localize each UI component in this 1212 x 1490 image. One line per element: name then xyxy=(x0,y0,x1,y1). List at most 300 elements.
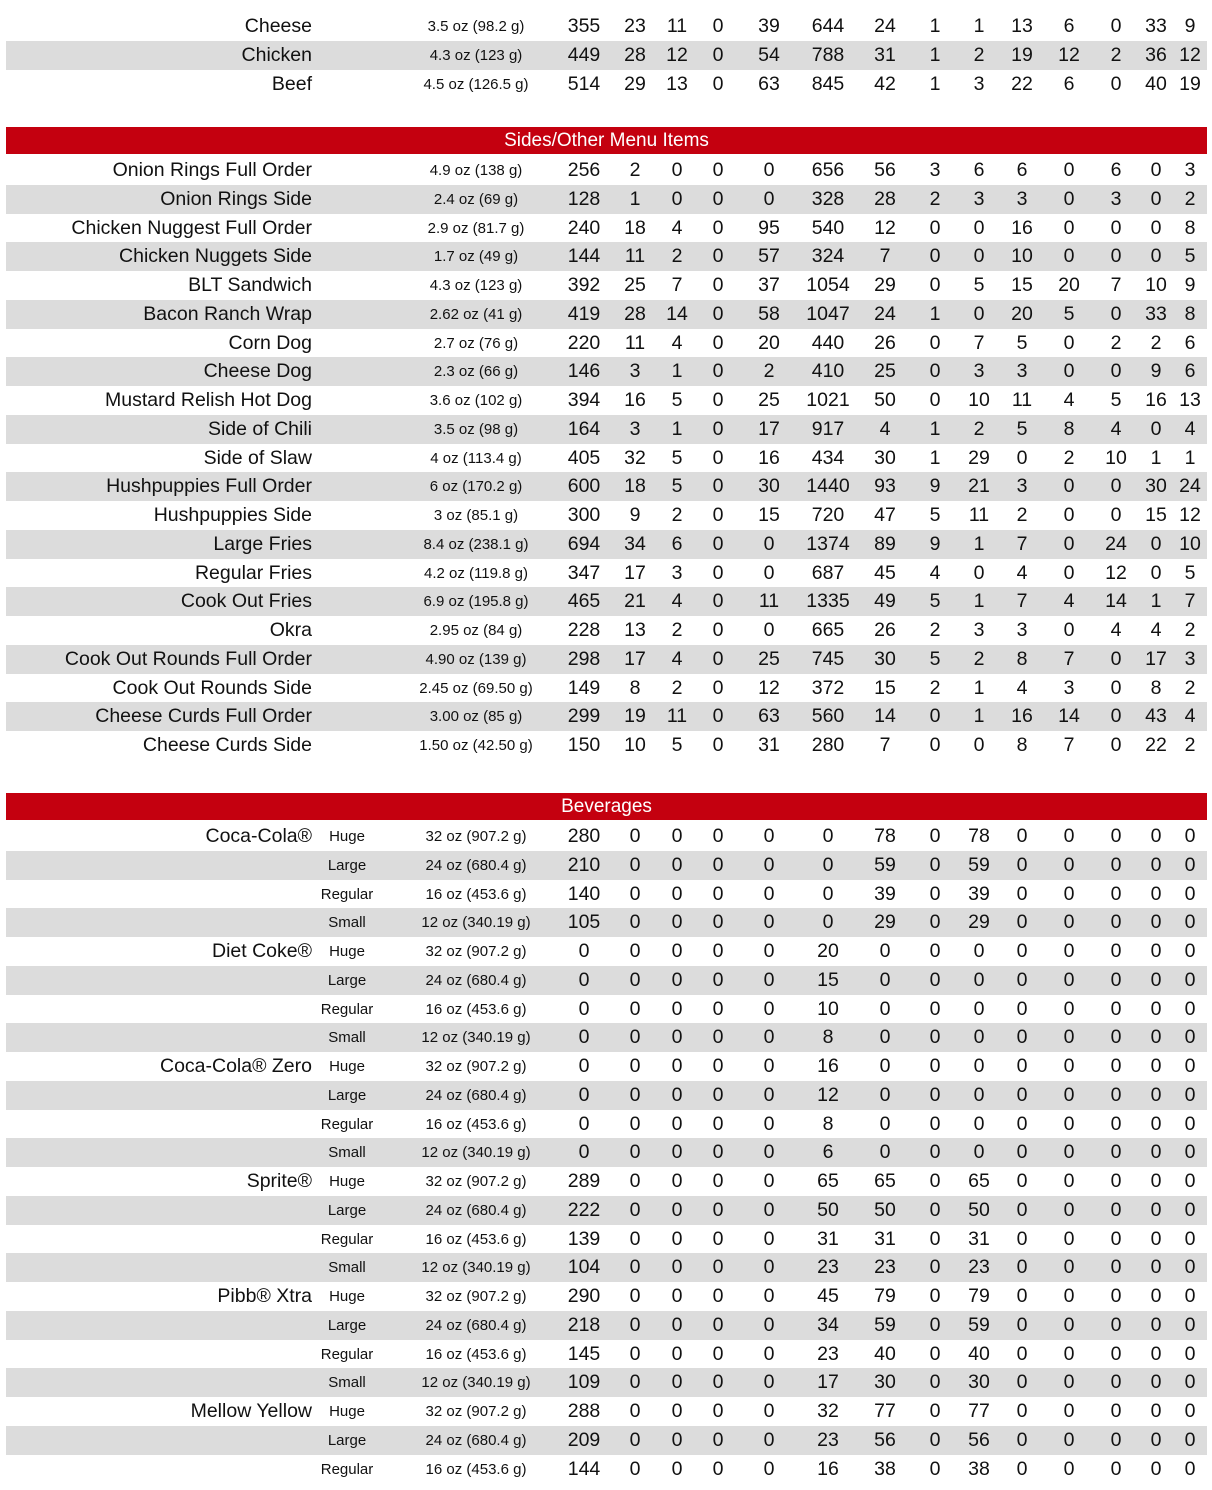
value-vit_c: 2 xyxy=(1110,332,1122,354)
value-trans_fat: 0 xyxy=(712,1228,724,1250)
value-sugars: 50 xyxy=(968,1199,990,1221)
table-row xyxy=(6,70,1207,99)
value-fat_cal: 11 xyxy=(624,245,646,267)
value-trans_fat: 0 xyxy=(712,159,724,181)
serving-size: 32 oz (907.2 g) xyxy=(425,1058,527,1075)
value-iron: 2 xyxy=(1184,734,1196,756)
value-sodium: 1021 xyxy=(806,389,850,411)
value-protein: 3 xyxy=(1016,475,1028,497)
value-fat_cal: 28 xyxy=(624,44,646,66)
item-size: Regular xyxy=(320,1001,374,1018)
value-protein: 0 xyxy=(1016,1343,1028,1365)
value-sodium: 845 xyxy=(811,73,845,95)
item-size: Regular xyxy=(320,886,374,903)
value-fiber: 0 xyxy=(929,1113,941,1135)
value-vit_c: 0 xyxy=(1110,1113,1122,1135)
value-total_fat: 0 xyxy=(671,1055,683,1077)
serving-size: 6 oz (170.2 g) xyxy=(429,478,523,495)
value-calories: 0 xyxy=(578,1141,590,1163)
value-iron: 0 xyxy=(1184,1084,1196,1106)
value-cholesterol: 0 xyxy=(763,940,775,962)
value-cholesterol: 63 xyxy=(758,73,780,95)
section-header xyxy=(6,127,1207,154)
value-total_fat: 4 xyxy=(671,332,683,354)
value-calories: 0 xyxy=(578,1113,590,1135)
value-sodium: 50 xyxy=(817,1199,839,1221)
table-row xyxy=(6,214,1207,243)
value-protein: 0 xyxy=(1016,940,1028,962)
value-vit_a: 0 xyxy=(1063,998,1075,1020)
value-fiber: 5 xyxy=(929,590,941,612)
value-sodium: 788 xyxy=(811,44,845,66)
value-trans_fat: 0 xyxy=(712,883,724,905)
value-cholesterol: 0 xyxy=(763,883,775,905)
value-sugars: 3 xyxy=(973,619,985,641)
item-size: Small xyxy=(328,1374,366,1391)
value-iron: 4 xyxy=(1184,705,1196,727)
value-vit_c: 0 xyxy=(1110,911,1122,933)
value-cholesterol: 30 xyxy=(758,475,780,497)
value-iron: 5 xyxy=(1184,245,1196,267)
value-vit_c: 0 xyxy=(1110,1429,1122,1451)
value-fat_cal: 0 xyxy=(629,1314,641,1336)
table-row xyxy=(6,185,1207,214)
value-vit_a: 6 xyxy=(1063,73,1075,95)
value-fat_cal: 18 xyxy=(624,475,646,497)
value-protein: 0 xyxy=(1016,825,1028,847)
item-size: Large xyxy=(327,972,367,989)
value-sodium: 687 xyxy=(811,562,845,584)
value-iron: 2 xyxy=(1184,619,1196,641)
item-size: Regular xyxy=(320,1231,374,1248)
value-sugars: 2 xyxy=(973,44,985,66)
item-name: Mustard Relish Hot Dog xyxy=(105,389,312,411)
value-sugars: 0 xyxy=(973,1141,985,1163)
value-fat_cal: 1 xyxy=(629,188,641,210)
value-carbs: 0 xyxy=(879,940,891,962)
value-vit_c: 4 xyxy=(1110,418,1122,440)
value-cholesterol: 0 xyxy=(763,1199,775,1221)
value-vit_a: 8 xyxy=(1063,418,1075,440)
value-sugars: 0 xyxy=(973,303,985,325)
value-sodium: 410 xyxy=(811,360,845,382)
value-vit_a: 2 xyxy=(1063,447,1075,469)
item-name: Okra xyxy=(269,619,312,641)
table-row xyxy=(6,702,1207,731)
value-iron: 0 xyxy=(1184,1170,1196,1192)
value-calories: 164 xyxy=(567,418,601,440)
value-protein: 15 xyxy=(1011,274,1033,296)
value-vit_c: 0 xyxy=(1110,303,1122,325)
value-protein: 0 xyxy=(1016,1170,1028,1192)
table-row xyxy=(6,880,1207,909)
value-vit_a: 0 xyxy=(1063,159,1075,181)
value-vit_c: 0 xyxy=(1110,1400,1122,1422)
value-sugars: 31 xyxy=(968,1228,990,1250)
value-fat_cal: 0 xyxy=(629,1458,641,1480)
value-fiber: 0 xyxy=(929,705,941,727)
table-row xyxy=(6,995,1207,1024)
item-name: Bacon Ranch Wrap xyxy=(143,303,312,325)
value-fat_cal: 0 xyxy=(629,940,641,962)
value-protein: 0 xyxy=(1016,1458,1028,1480)
value-sodium: 1054 xyxy=(806,274,850,296)
value-calories: 449 xyxy=(567,44,601,66)
value-sodium: 8 xyxy=(822,1113,834,1135)
value-vit_a: 7 xyxy=(1063,734,1075,756)
value-cholesterol: 0 xyxy=(763,1113,775,1135)
value-vit_a: 0 xyxy=(1063,475,1075,497)
value-sugars: 0 xyxy=(973,1084,985,1106)
value-total_fat: 0 xyxy=(671,1343,683,1365)
item-size: Large xyxy=(327,1087,367,1104)
item-size: Small xyxy=(328,1029,366,1046)
value-vit_a: 0 xyxy=(1063,1458,1075,1480)
value-calcium: 10 xyxy=(1145,274,1167,296)
value-fat_cal: 0 xyxy=(629,1228,641,1250)
value-vit_a: 0 xyxy=(1063,1141,1075,1163)
value-fiber: 2 xyxy=(929,677,941,699)
value-protein: 4 xyxy=(1016,562,1028,584)
value-cholesterol: 0 xyxy=(763,1458,775,1480)
value-protein: 13 xyxy=(1011,15,1033,37)
value-sodium: 6 xyxy=(822,1141,834,1163)
value-iron: 24 xyxy=(1179,475,1201,497)
value-calcium: 33 xyxy=(1145,303,1167,325)
value-vit_a: 0 xyxy=(1063,188,1075,210)
value-carbs: 25 xyxy=(874,360,896,382)
value-iron: 0 xyxy=(1184,1429,1196,1451)
value-cholesterol: 17 xyxy=(758,418,780,440)
value-trans_fat: 0 xyxy=(712,1170,724,1192)
value-vit_a: 0 xyxy=(1063,1170,1075,1192)
item-name: Large Fries xyxy=(213,533,312,555)
value-protein: 0 xyxy=(1016,1285,1028,1307)
value-iron: 0 xyxy=(1184,1285,1196,1307)
item-size: Large xyxy=(327,1432,367,1449)
serving-size: 32 oz (907.2 g) xyxy=(425,1403,527,1420)
value-fat_cal: 8 xyxy=(629,677,641,699)
table-row xyxy=(6,1340,1207,1369)
value-total_fat: 2 xyxy=(671,504,683,526)
item-size: Huge xyxy=(329,1173,365,1190)
value-calcium: 0 xyxy=(1150,188,1162,210)
value-calories: 209 xyxy=(567,1429,601,1451)
serving-size: 4.2 oz (119.8 g) xyxy=(424,565,528,582)
serving-size: 24 oz (680.4 g) xyxy=(425,1202,527,1219)
value-vit_c: 0 xyxy=(1110,940,1122,962)
item-size: Huge xyxy=(329,943,365,960)
value-fat_cal: 32 xyxy=(624,447,646,469)
value-calcium: 1 xyxy=(1150,447,1162,469)
value-sodium: 280 xyxy=(811,734,845,756)
value-vit_a: 0 xyxy=(1063,1371,1075,1393)
value-sodium: 12 xyxy=(817,1084,839,1106)
value-carbs: 24 xyxy=(874,15,896,37)
value-cholesterol: 95 xyxy=(758,217,780,239)
value-iron: 0 xyxy=(1184,998,1196,1020)
value-trans_fat: 0 xyxy=(712,590,724,612)
value-carbs: 89 xyxy=(874,533,896,555)
item-name: Corn Dog xyxy=(228,332,312,354)
value-vit_a: 0 xyxy=(1063,883,1075,905)
serving-size: 4.90 oz (139 g) xyxy=(425,651,527,668)
value-total_fat: 0 xyxy=(671,1256,683,1278)
value-sugars: 29 xyxy=(968,447,990,469)
serving-size: 4.5 oz (126.5 g) xyxy=(423,76,529,93)
item-size: Small xyxy=(328,1259,366,1276)
value-carbs: 7 xyxy=(879,245,891,267)
value-fat_cal: 0 xyxy=(629,998,641,1020)
value-total_fat: 0 xyxy=(671,940,683,962)
serving-size: 16 oz (453.6 g) xyxy=(425,886,527,903)
value-cholesterol: 0 xyxy=(763,1084,775,1106)
value-cholesterol: 37 xyxy=(758,274,780,296)
value-cholesterol: 20 xyxy=(758,332,780,354)
value-vit_c: 0 xyxy=(1110,1170,1122,1192)
value-sodium: 32 xyxy=(817,1400,839,1422)
value-trans_fat: 0 xyxy=(712,533,724,555)
value-vit_a: 0 xyxy=(1063,854,1075,876)
value-vit_a: 7 xyxy=(1063,648,1075,670)
table-row xyxy=(6,242,1207,271)
value-calcium: 0 xyxy=(1150,911,1162,933)
value-sugars: 3 xyxy=(973,188,985,210)
value-sodium: 560 xyxy=(811,705,845,727)
value-iron: 0 xyxy=(1184,1228,1196,1250)
item-size: Small xyxy=(328,1144,366,1161)
value-total_fat: 0 xyxy=(671,854,683,876)
value-vit_a: 0 xyxy=(1063,940,1075,962)
value-vit_a: 0 xyxy=(1063,1400,1075,1422)
value-fat_cal: 18 xyxy=(624,217,646,239)
value-vit_a: 0 xyxy=(1063,332,1075,354)
value-protein: 3 xyxy=(1016,188,1028,210)
value-total_fat: 12 xyxy=(666,44,688,66)
value-calories: 0 xyxy=(578,1084,590,1106)
value-sodium: 1374 xyxy=(806,533,850,555)
value-trans_fat: 0 xyxy=(712,998,724,1020)
value-cholesterol: 0 xyxy=(763,998,775,1020)
value-cholesterol: 0 xyxy=(763,533,775,555)
value-sugars: 79 xyxy=(968,1285,990,1307)
value-carbs: 65 xyxy=(874,1170,896,1192)
value-vit_a: 20 xyxy=(1058,274,1080,296)
value-calcium: 15 xyxy=(1145,504,1167,526)
serving-size: 16 oz (453.6 g) xyxy=(425,1346,527,1363)
value-vit_a: 0 xyxy=(1063,1256,1075,1278)
item-size: Huge xyxy=(329,828,365,845)
value-fat_cal: 0 xyxy=(629,1170,641,1192)
value-carbs: 0 xyxy=(879,1026,891,1048)
value-vit_a: 0 xyxy=(1063,911,1075,933)
value-protein: 0 xyxy=(1016,1199,1028,1221)
value-fiber: 0 xyxy=(929,1084,941,1106)
serving-size: 32 oz (907.2 g) xyxy=(425,828,527,845)
value-calcium: 0 xyxy=(1150,1314,1162,1336)
value-fiber: 0 xyxy=(929,217,941,239)
serving-size: 16 oz (453.6 g) xyxy=(425,1116,527,1133)
value-fiber: 9 xyxy=(929,533,941,555)
value-vit_c: 2 xyxy=(1110,44,1122,66)
item-name: Coca-Cola® xyxy=(205,825,312,847)
value-trans_fat: 0 xyxy=(712,911,724,933)
value-carbs: 42 xyxy=(874,73,896,95)
value-sugars: 11 xyxy=(968,504,990,526)
item-name: Coca-Cola® Zero xyxy=(159,1055,312,1077)
value-trans_fat: 0 xyxy=(712,1371,724,1393)
value-fat_cal: 0 xyxy=(629,911,641,933)
value-total_fat: 0 xyxy=(671,1285,683,1307)
value-fiber: 1 xyxy=(929,15,941,37)
value-sodium: 45 xyxy=(817,1285,839,1307)
value-calcium: 9 xyxy=(1150,360,1162,382)
value-vit_c: 3 xyxy=(1110,188,1122,210)
value-vit_c: 0 xyxy=(1110,73,1122,95)
table-row xyxy=(6,41,1207,70)
value-vit_c: 0 xyxy=(1110,1084,1122,1106)
value-vit_a: 0 xyxy=(1063,969,1075,991)
serving-size: 32 oz (907.2 g) xyxy=(425,1288,527,1305)
value-calories: 220 xyxy=(567,332,601,354)
value-fat_cal: 28 xyxy=(624,303,646,325)
value-calories: 105 xyxy=(567,911,601,933)
value-sugars: 3 xyxy=(973,73,985,95)
item-name: Hushpuppies Side xyxy=(153,504,312,526)
value-trans_fat: 0 xyxy=(712,734,724,756)
value-carbs: 0 xyxy=(879,1084,891,1106)
value-vit_c: 0 xyxy=(1110,734,1122,756)
value-calcium: 8 xyxy=(1150,677,1162,699)
serving-size: 32 oz (907.2 g) xyxy=(425,1173,527,1190)
value-protein: 11 xyxy=(1011,389,1033,411)
value-carbs: 24 xyxy=(874,303,896,325)
value-calories: 405 xyxy=(567,447,601,469)
value-vit_c: 0 xyxy=(1110,1285,1122,1307)
value-vit_c: 12 xyxy=(1105,562,1127,584)
value-carbs: 49 xyxy=(874,590,896,612)
value-carbs: 56 xyxy=(874,159,896,181)
value-total_fat: 14 xyxy=(666,303,688,325)
value-fat_cal: 0 xyxy=(629,1429,641,1451)
value-fiber: 0 xyxy=(929,332,941,354)
table-row xyxy=(6,12,1207,41)
value-trans_fat: 0 xyxy=(712,1256,724,1278)
value-sugars: 7 xyxy=(973,332,985,354)
value-calcium: 0 xyxy=(1150,217,1162,239)
value-sugars: 65 xyxy=(968,1170,990,1192)
value-calories: 300 xyxy=(567,504,601,526)
value-calories: 139 xyxy=(567,1228,601,1250)
value-sodium: 16 xyxy=(817,1458,839,1480)
value-total_fat: 0 xyxy=(671,1371,683,1393)
value-sodium: 65 xyxy=(817,1170,839,1192)
value-trans_fat: 0 xyxy=(712,648,724,670)
value-fiber: 0 xyxy=(929,1228,941,1250)
value-cholesterol: 0 xyxy=(763,562,775,584)
value-sugars: 0 xyxy=(973,734,985,756)
value-calories: 299 xyxy=(567,705,601,727)
table-row xyxy=(6,1167,1207,1196)
table-row xyxy=(6,559,1207,588)
value-iron: 13 xyxy=(1179,389,1201,411)
value-carbs: 4 xyxy=(879,418,891,440)
value-carbs: 12 xyxy=(874,217,896,239)
value-trans_fat: 0 xyxy=(712,217,724,239)
value-iron: 3 xyxy=(1184,648,1196,670)
value-cholesterol: 63 xyxy=(758,705,780,727)
value-fiber: 1 xyxy=(929,418,941,440)
value-trans_fat: 0 xyxy=(712,940,724,962)
value-calories: 210 xyxy=(567,854,601,876)
value-cholesterol: 58 xyxy=(758,303,780,325)
value-fat_cal: 3 xyxy=(629,418,641,440)
value-protein: 5 xyxy=(1016,418,1028,440)
value-vit_a: 0 xyxy=(1063,1314,1075,1336)
value-carbs: 47 xyxy=(874,504,896,526)
value-carbs: 28 xyxy=(874,188,896,210)
table-row xyxy=(6,822,1207,851)
serving-size: 12 oz (340.19 g) xyxy=(421,1259,531,1276)
value-sodium: 10 xyxy=(817,998,839,1020)
value-calories: 355 xyxy=(567,15,601,37)
value-fat_cal: 17 xyxy=(624,648,646,670)
value-calories: 228 xyxy=(567,619,601,641)
value-cholesterol: 0 xyxy=(763,1141,775,1163)
serving-size: 2.3 oz (66 g) xyxy=(433,363,519,380)
value-sodium: 34 xyxy=(817,1314,839,1336)
value-calories: 145 xyxy=(567,1343,601,1365)
value-fiber: 3 xyxy=(929,159,941,181)
value-vit_a: 14 xyxy=(1058,705,1080,727)
value-total_fat: 2 xyxy=(671,677,683,699)
value-fat_cal: 0 xyxy=(629,1026,641,1048)
value-carbs: 38 xyxy=(874,1458,896,1480)
value-trans_fat: 0 xyxy=(712,705,724,727)
value-sugars: 0 xyxy=(973,1026,985,1048)
value-calcium: 0 xyxy=(1150,1026,1162,1048)
value-sodium: 440 xyxy=(811,332,845,354)
value-calories: 0 xyxy=(578,1055,590,1077)
section-header xyxy=(6,793,1207,820)
value-protein: 0 xyxy=(1016,1256,1028,1278)
value-sugars: 38 xyxy=(968,1458,990,1480)
value-cholesterol: 0 xyxy=(763,1170,775,1192)
value-protein: 0 xyxy=(1016,1113,1028,1135)
value-iron: 0 xyxy=(1184,1371,1196,1393)
value-vit_c: 14 xyxy=(1105,590,1127,612)
value-fiber: 0 xyxy=(929,1429,941,1451)
value-vit_a: 4 xyxy=(1063,389,1075,411)
value-trans_fat: 0 xyxy=(712,447,724,469)
value-fiber: 0 xyxy=(929,1055,941,1077)
value-carbs: 77 xyxy=(874,1400,896,1422)
value-total_fat: 0 xyxy=(671,1314,683,1336)
value-protein: 0 xyxy=(1016,1055,1028,1077)
serving-size: 2.7 oz (76 g) xyxy=(433,335,519,352)
value-trans_fat: 0 xyxy=(712,825,724,847)
serving-size: 3.6 oz (102 g) xyxy=(429,392,523,409)
value-fat_cal: 9 xyxy=(629,504,641,526)
value-cholesterol: 0 xyxy=(763,1314,775,1336)
value-total_fat: 0 xyxy=(671,1458,683,1480)
item-name: Cook Out Rounds Full Order xyxy=(64,648,312,670)
value-sodium: 8 xyxy=(822,1026,834,1048)
value-sodium: 0 xyxy=(822,911,834,933)
value-sugars: 0 xyxy=(973,245,985,267)
value-fiber: 0 xyxy=(929,734,941,756)
value-trans_fat: 0 xyxy=(712,188,724,210)
